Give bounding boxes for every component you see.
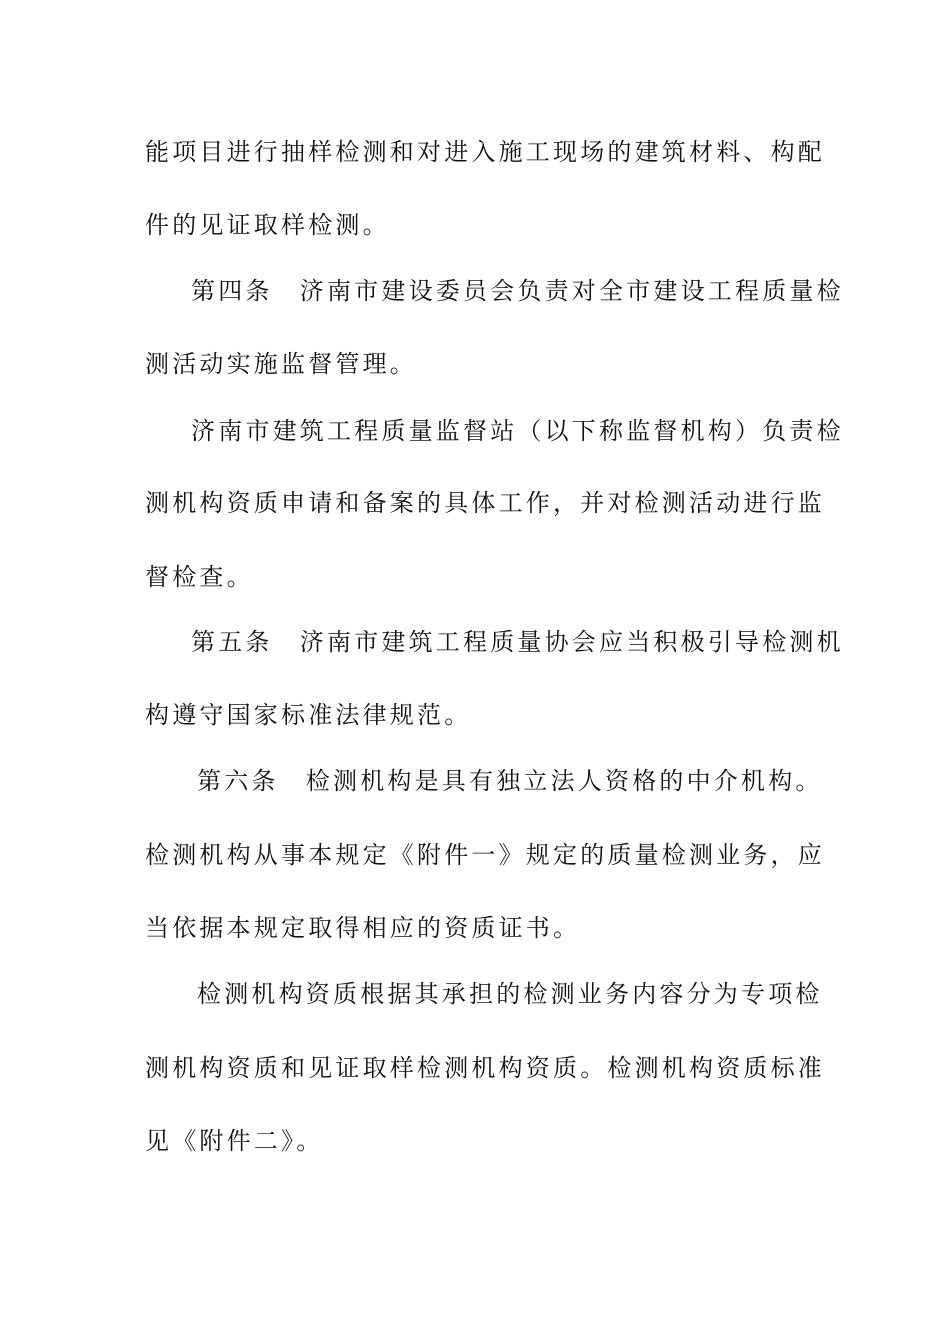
- text-line: 督检查。: [145, 563, 254, 591]
- text-line: 当依据本规定取得相应的资质证书。: [145, 914, 581, 942]
- paragraph-start-line: 济南市建筑工程质量监督站（以下称监督机构）负责检: [191, 417, 844, 445]
- text-line: 检测机构从事本规定《附件一》规定的质量检测业务，应: [145, 841, 825, 869]
- text-line: 测机构资质和见证取样检测机构资质。检测机构资质标准: [145, 1054, 825, 1082]
- text-line: 测机构资质申请和备案的具体工作，并对检测活动进行监: [145, 489, 825, 517]
- text-line: 件的见证取样检测。: [145, 211, 390, 239]
- paragraph-start-line: 检测机构资质根据其承担的检测业务内容分为专项检: [197, 980, 823, 1008]
- article-4-heading-line: 第四条 济南市建设委员会负责对全市建设工程质量检: [191, 277, 844, 305]
- article-6-heading-line: 第六条 检测机构是具有独立法人资格的中介机构。: [197, 767, 823, 795]
- article-5-heading-line: 第五条 济南市建筑工程质量协会应当积极引导检测机: [191, 628, 844, 656]
- text-line: 能项目进行抽样检测和对进入施工现场的建筑材料、构配: [145, 138, 825, 166]
- text-line: 见《附件二》。: [145, 1127, 324, 1155]
- text-line: 构遵守国家标准法律规范。: [145, 701, 472, 729]
- text-line: 测活动实施监督管理。: [145, 350, 417, 378]
